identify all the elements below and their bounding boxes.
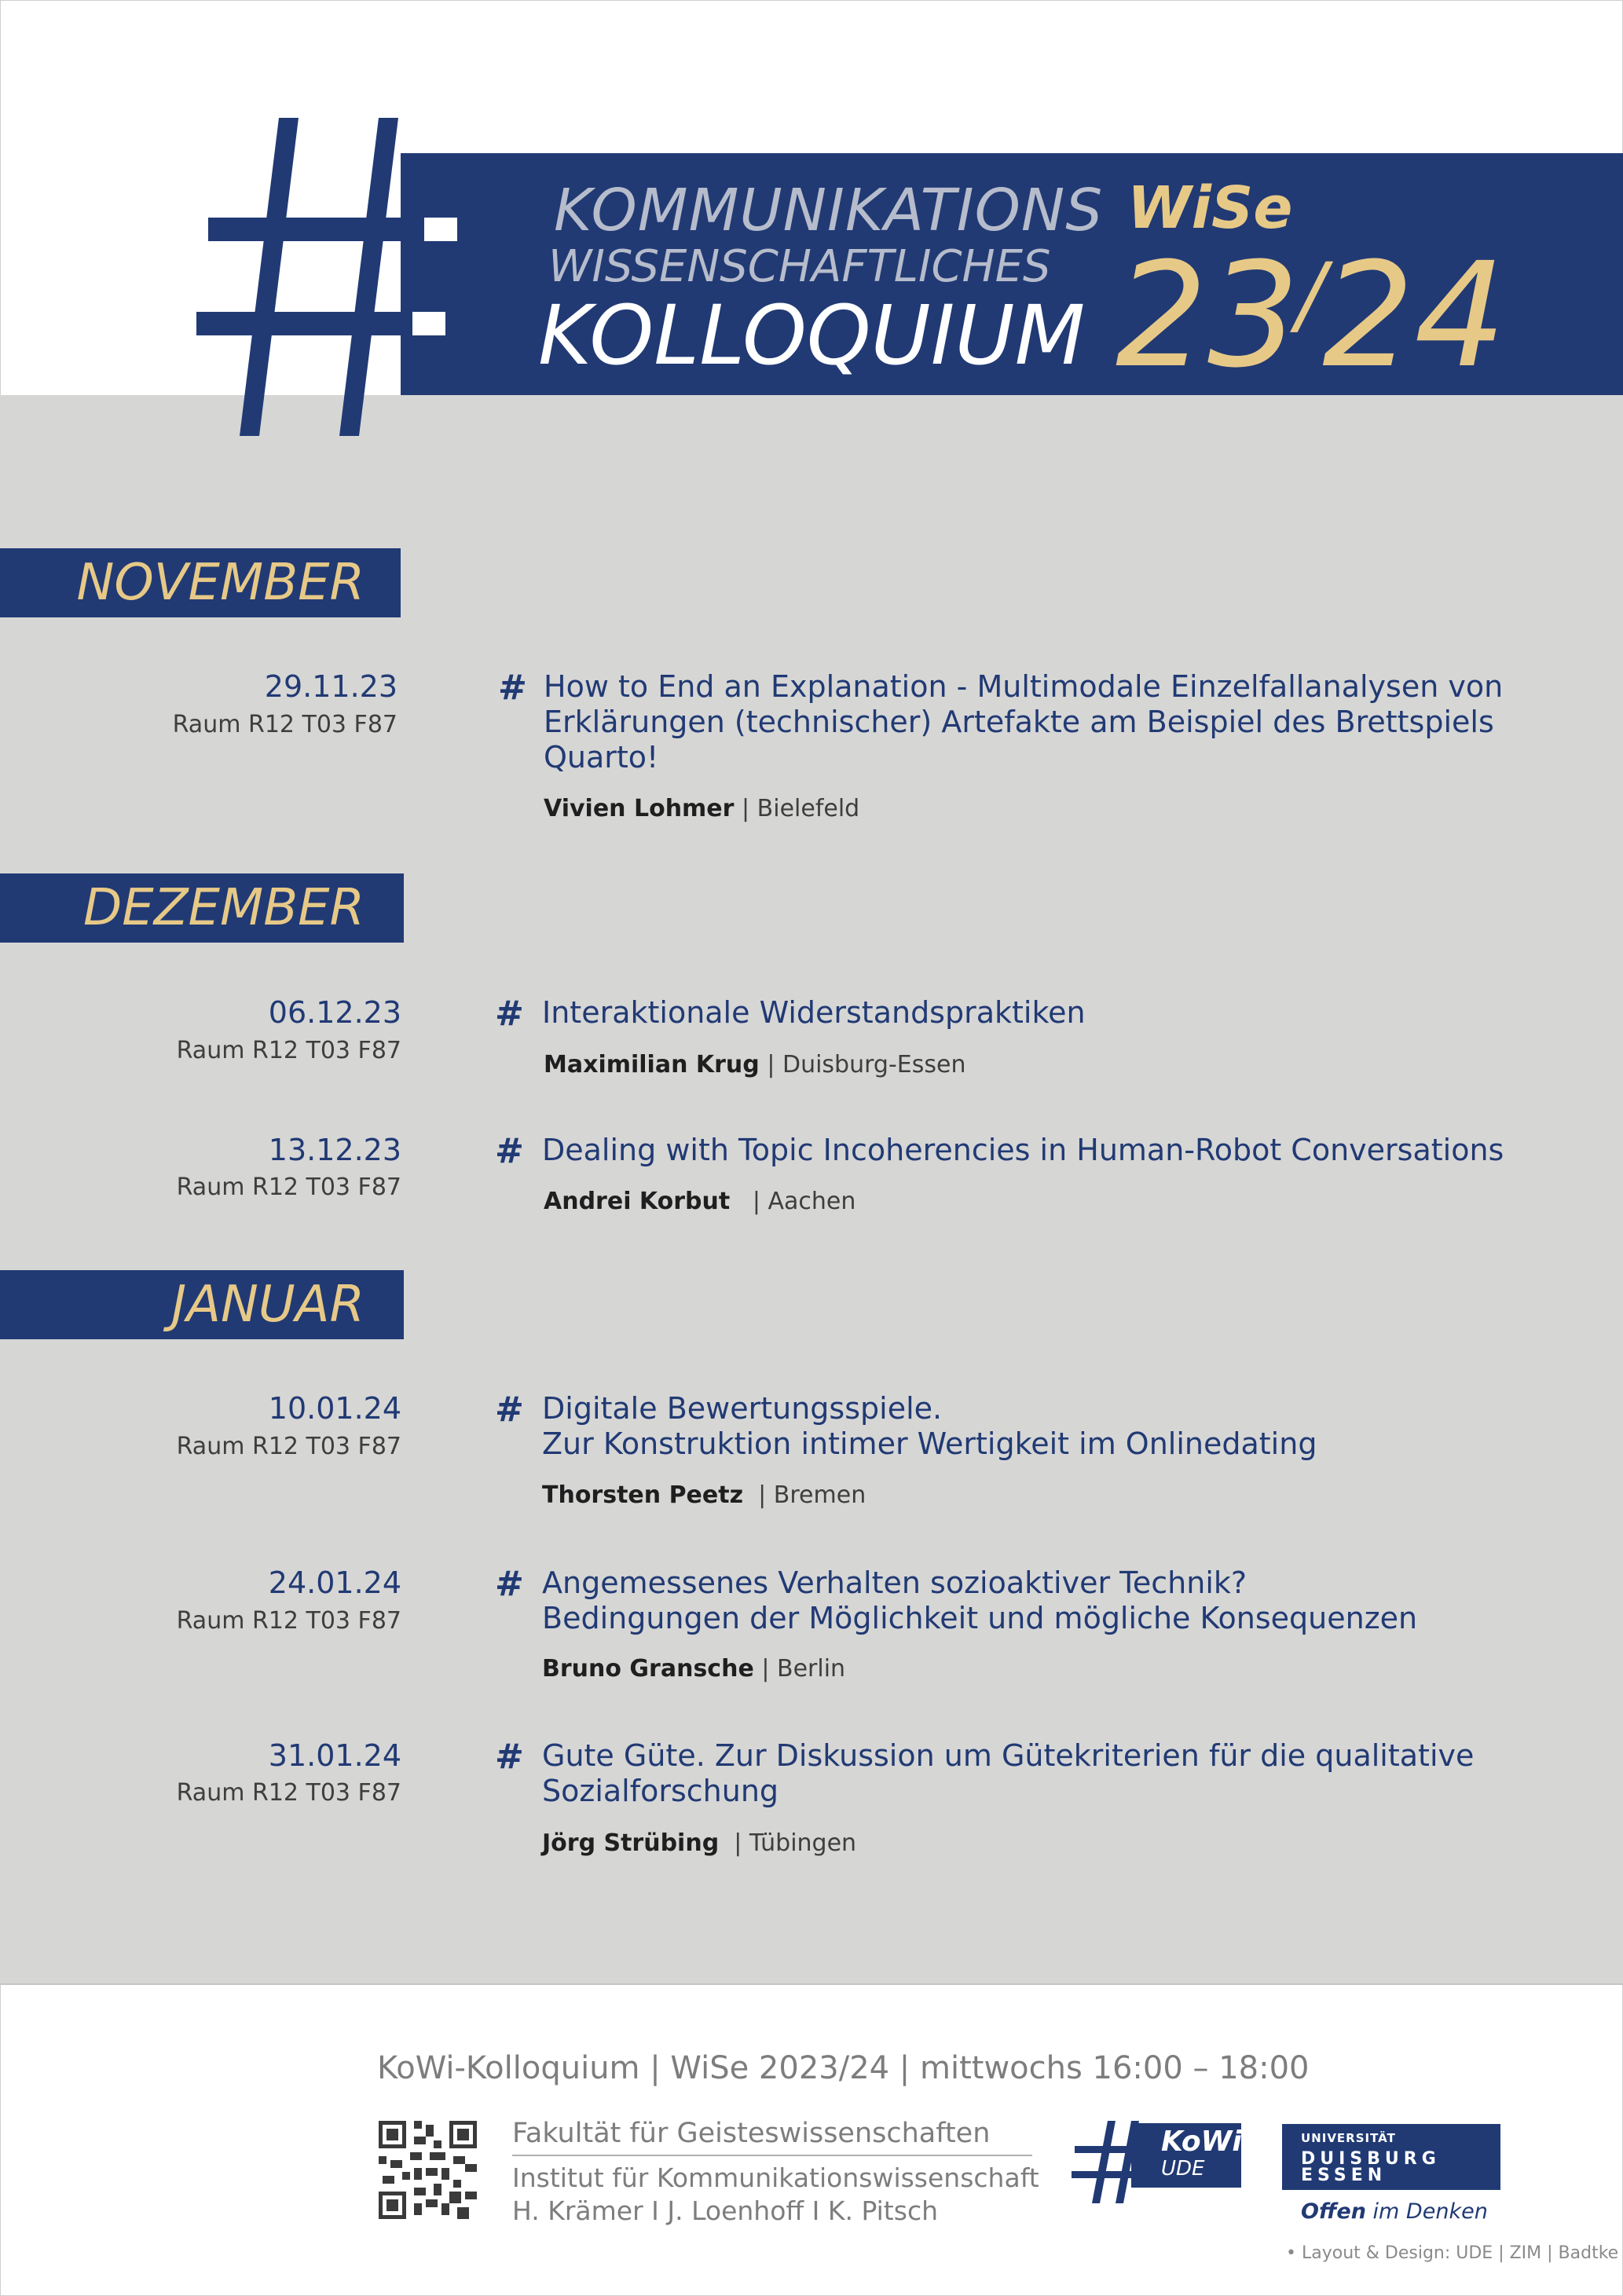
institute-block — [512, 2162, 1039, 2228]
header-line1: KOMMUNIKATIONS — [554, 177, 1104, 244]
footer-summary: KoWi-Kolloquium | WiSe 2023/24 | mittwochs 16:00 – 18:00 — [377, 2050, 1310, 2086]
university-logo-line1: UNIVERSITÄT — [1301, 2131, 1396, 2145]
hash-bullet-icon: # — [495, 1737, 524, 1777]
university-slogan: Offen im Denken — [1301, 2199, 1488, 2224]
session-room: Raum R12 T03 F87 — [176, 1433, 401, 1460]
month-heading-dezember: DEZEMBER — [0, 873, 404, 943]
session-speaker: Thorsten Peetz | Bremen — [542, 1481, 866, 1509]
hash-bullet-icon: # — [495, 1564, 524, 1604]
university-logo-line3: ESSEN — [1301, 2166, 1387, 2185]
hash-bullet-icon: # — [495, 994, 524, 1034]
session-title: Gute Güte. Zur Diskussion um Gütekriterien für die qualitative Sozialforschung — [542, 1738, 1475, 1808]
qr-code-icon — [379, 2121, 477, 2219]
session-speaker: Maximilian Krug | Duisburg-Essen — [544, 1051, 966, 1078]
session-date: 06.12.23 — [268, 995, 401, 1030]
session-room: Raum R12 T03 F87 — [176, 1607, 401, 1635]
session-room: Raum R12 T03 F87 — [176, 1037, 401, 1064]
session-speaker: Vivien Lohmer | Bielefeld — [544, 795, 860, 822]
faculty-name: Fakultät für Geisteswissenschaften — [512, 2118, 991, 2149]
session-room: Raum R12 T03 F87 — [176, 1779, 401, 1807]
session-speaker: Bruno Gransche | Berlin — [542, 1655, 846, 1683]
semester-year: 23/24 — [1116, 232, 1507, 400]
month-heading-november: NOVEMBER — [0, 548, 401, 617]
session-title: Interaktionale Widerstandspraktiken — [542, 995, 1086, 1030]
session-speaker: Andrei Korbut | Aachen — [544, 1188, 856, 1215]
hash-bullet-icon: # — [498, 668, 527, 708]
university-logo-line2: DUISBURG — [1301, 2149, 1441, 2169]
session-title: How to End an Explanation - Multimodale Einzelfallanalysen von Erklärungen (technischer) Artefakte am Beispiel des Brettspiels Quarto! — [544, 669, 1504, 774]
kowi-logo-text: KoWi — [1161, 2126, 1242, 2158]
kowi-logo-sub: UDE — [1161, 2157, 1205, 2181]
faculty-divider — [512, 2155, 1032, 2156]
header-line2: WISSENSCHAFTLICHES — [548, 241, 1051, 292]
session-date: 29.11.23 — [264, 669, 398, 704]
session-date: 24.01.24 — [268, 1565, 401, 1600]
session-speaker: Jörg Strübing | Tübingen — [542, 1829, 857, 1857]
session-title: Dealing with Topic Incoherencies in Human-Robot Conversations — [542, 1133, 1504, 1167]
session-date: 10.01.24 — [268, 1391, 401, 1426]
session-room: Raum R12 T03 F87 — [176, 1174, 401, 1201]
institute-people: H. Krämer I J. Loenhoff I K. Pitsch — [512, 2195, 939, 2226]
header-line3: KOLLOQUIUM — [538, 287, 1086, 383]
session-title: Angemessenes Verhalten sozioaktiver Technik? Bedingungen der Möglichkeit und mögliche Konsequenzen — [542, 1565, 1418, 1635]
design-credit: • Layout & Design: UDE | ZIM | Badtke — [1286, 2243, 1619, 2263]
session-date: 31.01.24 — [268, 1738, 401, 1773]
institute-name: Institut für Kommunikationswissenschaft — [512, 2162, 1039, 2193]
hash-bullet-icon: # — [495, 1390, 524, 1430]
session-room: Raum R12 T03 F87 — [172, 711, 398, 738]
session-date: 13.12.23 — [268, 1133, 401, 1167]
semester-label: WiSe — [1127, 174, 1293, 242]
hash-bullet-icon: # — [495, 1131, 524, 1171]
month-heading-januar: JANUAR — [0, 1270, 404, 1339]
hash-icon — [189, 118, 487, 440]
session-title: Digitale Bewertungsspiele. Zur Konstruktion intimer Wertigkeit im Onlinedating — [542, 1391, 1317, 1461]
